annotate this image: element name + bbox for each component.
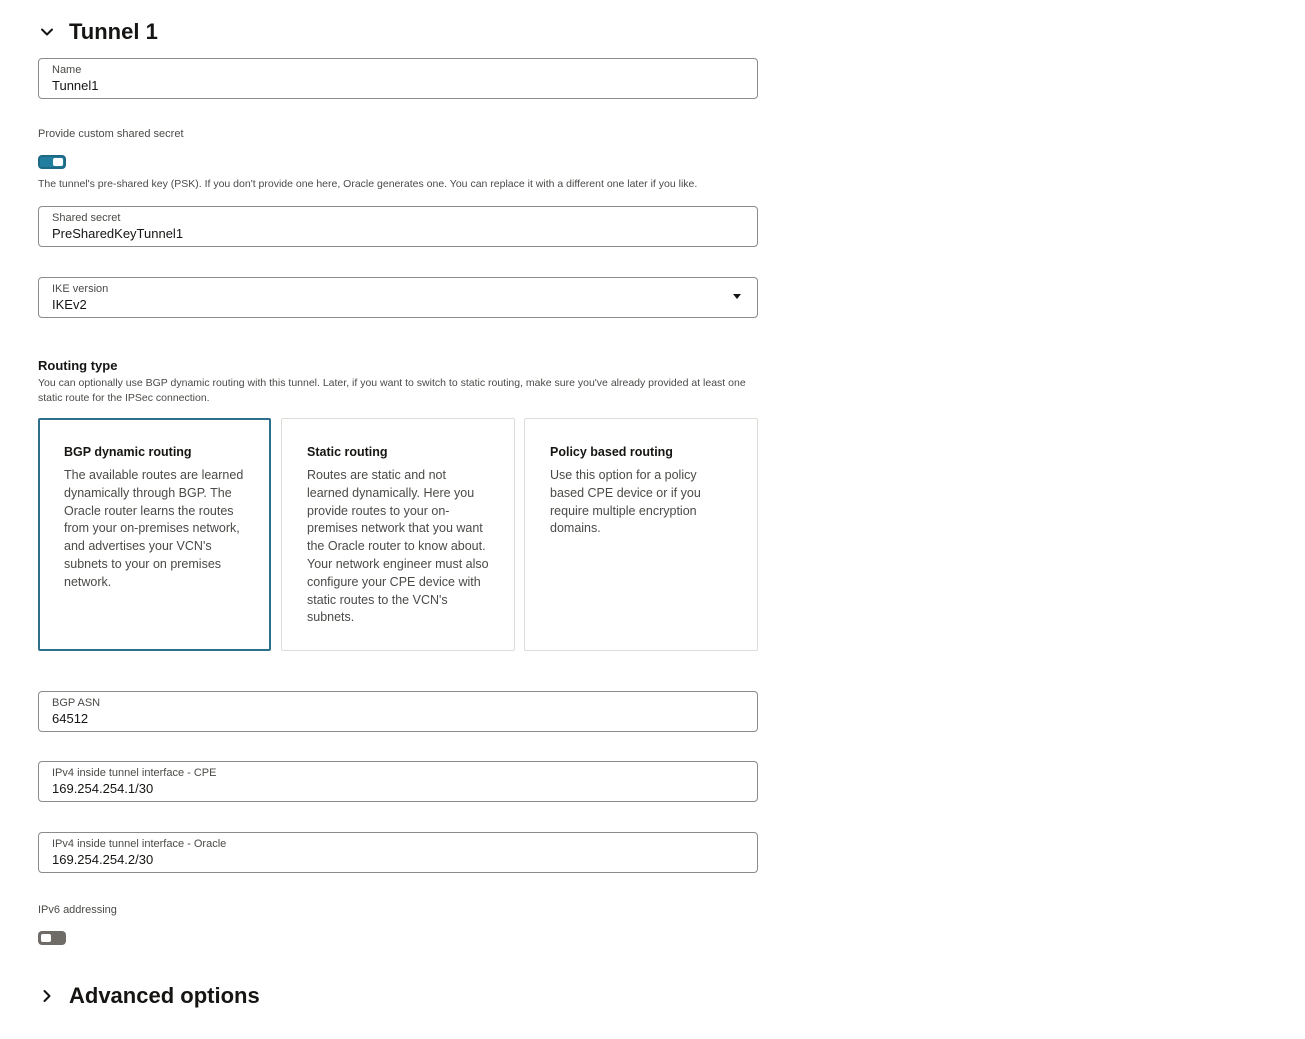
routing-option-description: Use this option for a policy based CPE device or if you require multiple encryption domains.	[550, 468, 701, 536]
name-field-value[interactable]: Tunnel1	[52, 78, 99, 93]
ike-version-value[interactable]: IKEv2	[52, 297, 87, 312]
bgp-asn-value[interactable]: 64512	[52, 711, 89, 726]
routing-option-title: Static routing	[307, 445, 388, 459]
shared-secret-value[interactable]: PreSharedKeyTunnel1	[52, 226, 184, 241]
routing-option-title: BGP dynamic routing	[64, 445, 192, 459]
ike-version-select[interactable]	[38, 277, 758, 318]
ipv4-cpe-label: IPv4 inside tunnel interface - CPE	[52, 767, 217, 779]
shared-secret-label: Shared secret	[52, 212, 121, 224]
ipv4-cpe-field[interactable]	[38, 761, 758, 802]
ipv4-oracle-value[interactable]: 169.254.254.2/30	[52, 852, 154, 867]
chevron-right-icon	[38, 987, 56, 1005]
ipv4-oracle-label: IPv4 inside tunnel interface - Oracle	[52, 838, 227, 850]
routing-option-description: The available routes are learned dynamically through BGP. The Oracle router learns the routes from your on-premises network, and advertises your VCN's subnets to your on premises network.	[64, 468, 244, 589]
chevron-down-icon	[38, 23, 56, 41]
ipv6-addressing-label: IPv6 addressing	[38, 904, 117, 916]
custom-secret-label: Provide custom shared secret	[38, 128, 184, 140]
custom-secret-toggle[interactable]	[38, 155, 66, 169]
ike-version-label: IKE version	[52, 283, 109, 295]
routing-option-static[interactable]	[281, 418, 515, 651]
advanced-options-title: Advanced options	[69, 983, 260, 1008]
tunnel-section-title: Tunnel 1	[69, 19, 158, 44]
routing-option-description: Routes are static and not learned dynamically. Here you provide routes to your on-premises network that you want the Oracle router to know about. Your network engineer must also configure your CPE device with static routes to the VCN's subnets.	[307, 468, 489, 625]
routing-type-heading: Routing type	[38, 358, 118, 373]
toggle-knob	[53, 158, 63, 166]
bgp-asn-label: BGP ASN	[52, 697, 101, 709]
ipv6-addressing-toggle[interactable]	[38, 931, 66, 945]
routing-option-policy[interactable]	[524, 418, 758, 651]
dropdown-caret-icon[interactable]	[733, 294, 741, 299]
name-field[interactable]	[38, 58, 758, 99]
bgp-asn-field[interactable]	[38, 691, 758, 732]
routing-option-bgp[interactable]	[38, 418, 271, 651]
routing-option-title: Policy based routing	[550, 445, 673, 459]
ipv4-cpe-value[interactable]: 169.254.254.1/30	[52, 781, 154, 796]
advanced-options-toggle[interactable]	[38, 983, 260, 1009]
tunnel-1-section-toggle[interactable]	[38, 19, 158, 45]
custom-secret-help: The tunnel's pre-shared key (PSK). If you don't provide one here, Oracle generates one. You can replace it with a different one later if you like.	[38, 178, 698, 190]
toggle-knob	[41, 934, 51, 942]
routing-type-description: You can optionally use BGP dynamic routing with this tunnel. Later, if you want to switch to static routing, make sure you've already provided at least one static route for the IPSec connection.	[38, 377, 746, 404]
name-field-label: Name	[52, 64, 82, 76]
ipv4-oracle-field[interactable]	[38, 832, 758, 873]
shared-secret-field[interactable]	[38, 206, 758, 247]
